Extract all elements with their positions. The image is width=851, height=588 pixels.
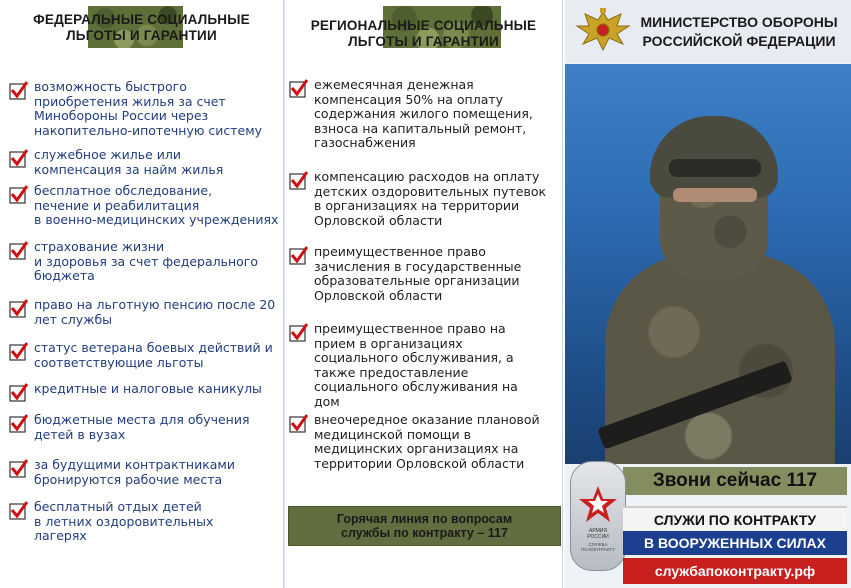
hotline-banner: Горячая линия по вопросам службы по контракту – 117 [288,506,561,546]
call-now-banner: Звони сейчас 117 [623,467,847,495]
goggles-shape [669,159,761,177]
regional-item-text: компенсацию расходов на оплату детских оздоровительных путевок в организациях на территории Орловской области [314,169,547,228]
checkbox-checked-icon [9,185,28,204]
tag-service-label: СЛУЖБА ПО КОНТРАКТУ [581,542,615,552]
checkbox-checked-icon [9,149,28,168]
checkbox-checked-icon [9,414,28,433]
helmet-shape [650,116,778,198]
regional-benefits-panel [284,0,563,588]
contract-banner-line1: СЛУЖИ ПО КОНТРАКТУ [623,506,847,532]
checkbox-checked-icon [9,81,28,100]
regional-item-text: внеочередное оказание плановой медицинской помощи в медицинских организациях на территории Орловской области [314,412,540,471]
list-item [9,382,262,402]
checkbox-checked-icon [9,501,28,520]
federal-item-text: бюджетные места для обучения детей в вузах [34,412,250,442]
list-item [289,78,533,151]
regional-item-text: преимущественное право зачисления в государственные образовательные организации Орловской области [314,244,522,303]
website-link[interactable]: службапоконтракту.рф [623,558,847,584]
list-item [9,80,262,138]
army-dog-tag [570,461,626,571]
federal-item-text: бесплатное обследование, печение и реабилитация в военно-медицинских учреждениях [34,183,279,227]
ministry-header [565,0,851,62]
checkbox-checked-icon [289,171,308,190]
ministry-promo-panel [565,0,851,588]
list-item [289,170,546,228]
checkbox-checked-icon [289,246,308,265]
list-item [9,148,223,177]
list-item [9,341,273,370]
federal-item-text: кредитные и налоговые каникулы [34,381,262,396]
federal-item-text: страхование жизни и здоровья за счет федерального бюджета [34,239,259,283]
red-star-icon [578,484,618,528]
list-item [9,458,235,487]
double-headed-eagle-icon [571,6,635,56]
list-item [289,245,521,303]
checkbox-checked-icon [289,79,308,98]
checkbox-checked-icon [9,383,28,402]
federal-item-text: право на льготную пенсию после 20 лет службы [34,297,276,327]
federal-item-text: возможность быстрого приобретения жилья за счет Минобороны России через накопительно-ипотечную систему [34,79,263,138]
regional-item-text: ежемесячная денежная компенсация 50% на оплату содержания жилого помещения, взноса на капитальный ремонт, газоснабжения [314,77,533,150]
tag-army-label: АРМИЯ РОССИИ [587,528,609,540]
federal-title: ФЕДЕРАЛЬНЫЕ СОЦИАЛЬНЫЕ ЛЬГОТЫ И ГАРАНТИИ [33,12,250,43]
federal-item-text: бесплатный отдых детей в летних оздоровительных лагерях [34,499,214,543]
checkbox-checked-icon [9,299,28,318]
list-item [9,413,250,442]
eyes-shape [673,188,757,202]
list-item [9,500,213,544]
list-item [9,298,275,327]
soldier-photo [565,64,851,464]
federal-item-text: служебное жилье или компенсация за найм жилья [34,147,224,177]
checkbox-checked-icon [289,414,308,433]
list-item [289,322,518,409]
regional-title: РЕГИОНАЛЬНЫЕ СОЦИАЛЬНЫЕ ЛЬГОТЫ И ГАРАНТИИ [310,18,537,49]
ministry-title: МИНИСТЕРСТВО ОБОРОНЫ РОССИЙСКОЙ ФЕДЕРАЦИИ [640,14,838,49]
regional-item-text: преимущественное право на прием в организациях социального обслуживания, а также предоставление социального обслуживания на дом [314,321,518,409]
list-item [289,413,540,471]
list-item [9,184,278,228]
checkbox-checked-icon [9,241,28,260]
checkbox-checked-icon [9,342,28,361]
checkbox-checked-icon [9,459,28,478]
contract-banner-line2: В ВООРУЖЕННЫХ СИЛАХ [623,531,847,555]
federal-item-text: статус ветерана боевых действий и соответствующие льготы [34,340,273,370]
federal-benefits-panel [0,0,284,588]
federal-item-text: за будущими контрактниками бронируются рабочие места [34,457,235,487]
checkbox-checked-icon [289,323,308,342]
list-item [9,240,258,284]
